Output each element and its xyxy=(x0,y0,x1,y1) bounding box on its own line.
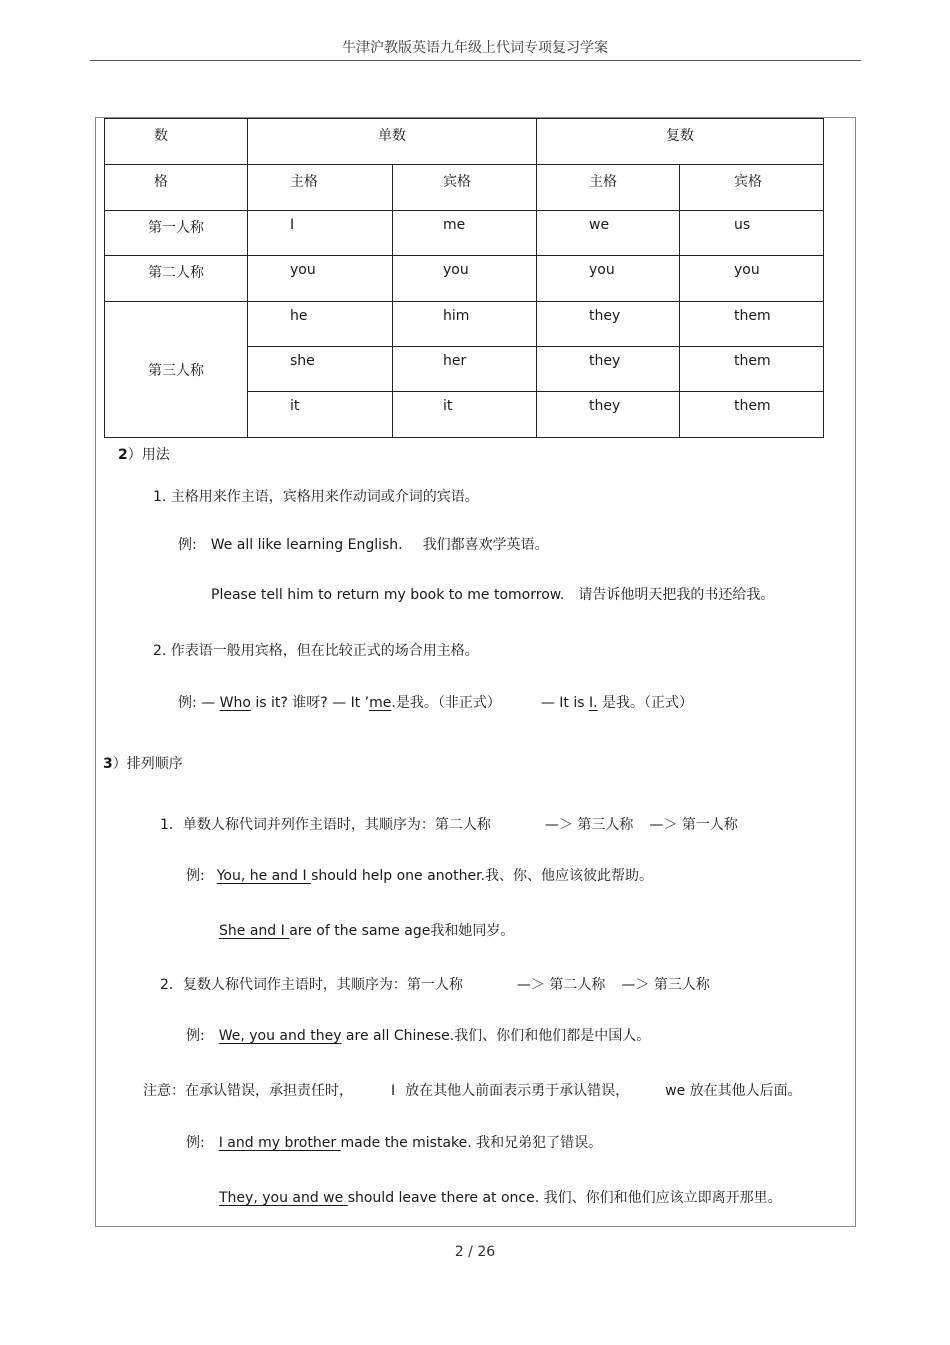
section-heading-order xyxy=(103,753,183,773)
row-label: 第二人称 xyxy=(105,256,248,302)
underlined-phrase: She and I xyxy=(219,923,290,939)
cell: you xyxy=(680,256,824,302)
order-rule-2 xyxy=(160,974,710,994)
header-case: 格 xyxy=(105,165,248,211)
table-row xyxy=(105,211,824,256)
underlined-word: Who xyxy=(219,695,251,711)
example-english: Please tell him to return my book to me tomorrow. xyxy=(211,587,565,603)
cell: you xyxy=(393,256,537,302)
order-rule-1 xyxy=(160,814,738,834)
cell: us xyxy=(680,211,824,256)
table-header-row xyxy=(105,119,824,165)
section-number: 3 xyxy=(103,756,113,772)
cell: we xyxy=(537,211,680,256)
pronoun-case-table xyxy=(104,118,824,438)
example-text: is it? 谁呀? — It ’ xyxy=(250,695,370,711)
cell: it xyxy=(393,392,537,438)
note-text: we 放在其他人后面。 xyxy=(665,1083,802,1099)
underlined-phrase: You, he and I xyxy=(216,868,312,884)
cell: them xyxy=(680,302,824,347)
example-chinese: 请告诉他明天把我的书还给我。 xyxy=(578,587,775,603)
header-plural-nominative: 主格 xyxy=(537,165,680,211)
cell: you xyxy=(248,256,393,302)
cell: they xyxy=(537,302,680,347)
arrow: —＞ xyxy=(516,977,545,993)
example-chinese: 我们都喜欢学英语。 xyxy=(422,537,549,553)
cell: she xyxy=(248,347,393,392)
header-number: 数 xyxy=(105,119,248,165)
underlined-phrase: We, you and they xyxy=(218,1028,342,1044)
underlined-phrase: I and my brother xyxy=(218,1135,341,1151)
cell: them xyxy=(680,392,824,438)
usage-example-1 xyxy=(178,534,549,554)
order-example-1 xyxy=(186,865,653,885)
rule-text: 第三人称 xyxy=(653,977,710,993)
usage-rule-2: 2. 作表语一般用宾格，但在比较正式的场合用主格。 xyxy=(153,643,479,659)
cell: me xyxy=(393,211,537,256)
arrow: —＞ xyxy=(621,977,650,993)
underlined-word: I. xyxy=(588,695,598,711)
order-example-4 xyxy=(186,1132,602,1152)
example-text: are all Chinese.我们、你们和他们都是中国人。 xyxy=(341,1028,651,1044)
example-text: 是我。（正式） xyxy=(597,695,694,711)
rule-text: 第一人称 xyxy=(681,817,738,833)
section-title: ）排列顺序 xyxy=(112,756,183,772)
rule-text: 2．复数人称代词作主语时，其顺序为：第一人称 xyxy=(160,977,463,993)
example-text: .是我。（非正式） xyxy=(391,695,501,711)
cell: they xyxy=(537,392,680,438)
header-singular-objective: 宾格 xyxy=(393,165,537,211)
order-example-3 xyxy=(186,1025,650,1045)
underlined-word: me xyxy=(369,695,392,711)
cell: her xyxy=(393,347,537,392)
example-text: are of the same age我和她同岁。 xyxy=(289,923,515,939)
header-divider xyxy=(90,60,861,61)
note-text: 注意：在承认错误，承担责任时， xyxy=(143,1083,353,1099)
note-text: I xyxy=(391,1083,396,1099)
section-title: ）用法 xyxy=(127,447,170,463)
table-row xyxy=(105,302,824,347)
header-plural-objective: 宾格 xyxy=(680,165,824,211)
header-singular: 单数 xyxy=(248,119,537,165)
rule-text: 1．单数人称代词并列作主语时，其顺序为：第二人称 xyxy=(160,817,491,833)
arrow: —＞ xyxy=(649,817,678,833)
rule-text: 第三人称 xyxy=(577,817,634,833)
example-english: We all like learning English. xyxy=(210,537,403,553)
cell: it xyxy=(248,392,393,438)
table-subheader-row xyxy=(105,165,824,211)
example-text: — It is xyxy=(540,695,589,711)
example-text: 例: — xyxy=(178,695,216,711)
order-example-5 xyxy=(219,1187,782,1207)
rule-text: 第二人称 xyxy=(549,977,606,993)
row-label: 第一人称 xyxy=(105,211,248,256)
note-text: 放在其他人前面表示勇于承认错误， xyxy=(405,1083,630,1099)
header-singular-nominative: 主格 xyxy=(248,165,393,211)
document-header-title: 牛津沪教版英语九年级上代词专项复习学案 xyxy=(342,40,608,56)
example-label: 例: xyxy=(186,868,205,884)
cell: they xyxy=(537,347,680,392)
table-row xyxy=(105,256,824,302)
order-note xyxy=(143,1080,802,1100)
cell: them xyxy=(680,347,824,392)
cell: he xyxy=(248,302,393,347)
usage-example-3 xyxy=(178,692,693,712)
section-number: 2 xyxy=(118,447,128,463)
cell: him xyxy=(393,302,537,347)
example-label: 例: xyxy=(178,537,197,553)
example-text: made the mistake. 我和兄弟犯了错误。 xyxy=(340,1135,603,1151)
cell: I xyxy=(248,211,393,256)
section-heading-usage xyxy=(118,444,170,464)
example-text: should help one another.我、你、他应该彼此帮助。 xyxy=(311,868,654,884)
underlined-phrase: They, you and we xyxy=(219,1190,348,1206)
cell: you xyxy=(537,256,680,302)
arrow: —＞ xyxy=(544,817,573,833)
row-label: 第三人称 xyxy=(105,302,248,438)
usage-example-2 xyxy=(211,584,774,604)
page-number: 2 / 26 xyxy=(454,1244,496,1260)
example-label: 例: xyxy=(186,1135,205,1151)
order-example-2 xyxy=(219,920,514,940)
example-text: should leave there at once. 我们、你们和他们应该立即离开那里。 xyxy=(347,1190,782,1206)
example-label: 例: xyxy=(186,1028,205,1044)
header-plural: 复数 xyxy=(537,119,824,165)
usage-rule-1: 1. 主格用来作主语，宾格用来作动词或介词的宾语。 xyxy=(153,489,479,505)
